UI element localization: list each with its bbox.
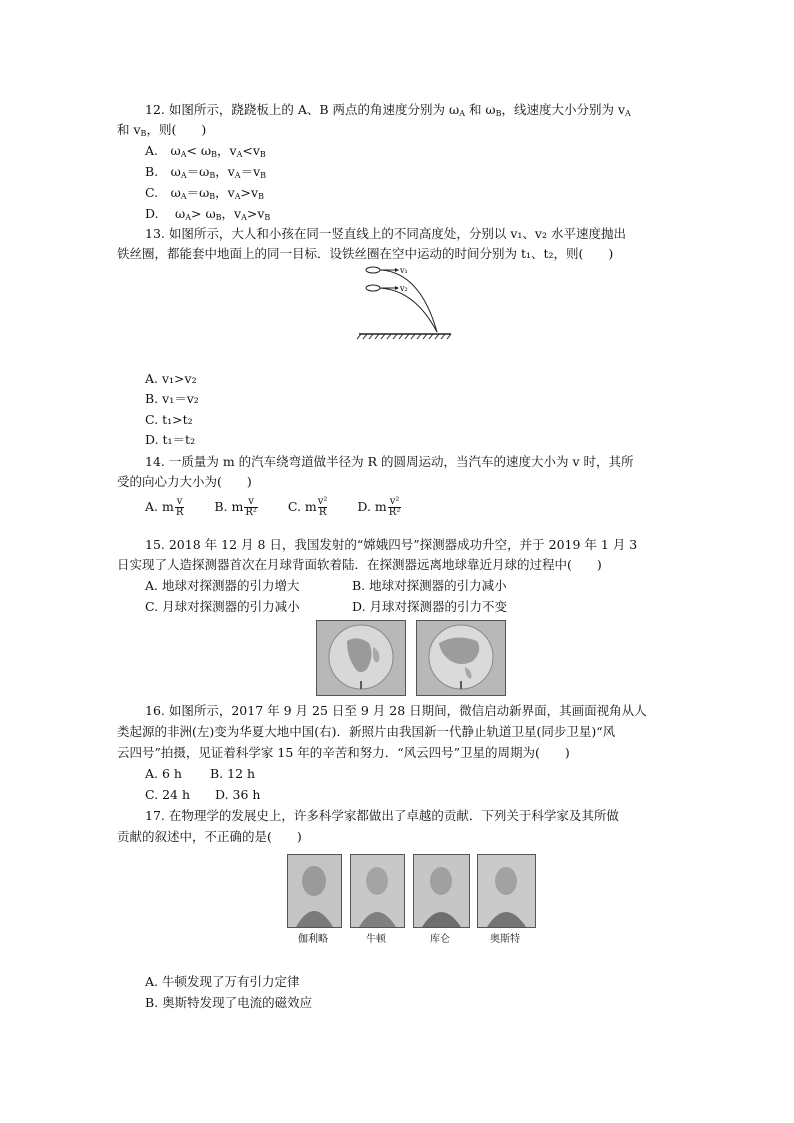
q14-options [145, 497, 401, 518]
q12-stem-line2: 和 $v_B$，则( ) [117, 122, 207, 138]
earth-africa-image [316, 620, 406, 696]
q13-stem-line1: 13. 如图所示，大人和小孩在同一竖直线上的不同高度处，分别以 v₁、v₂ 水平速度抛出 [145, 226, 626, 241]
earth-china-image [416, 620, 506, 696]
q12-option-c: C. $\omega_A=\omega_B$，$v_A>v_B$ [145, 185, 264, 201]
portrait-coulomb [413, 854, 470, 928]
q16-option-b: B. 12 h [210, 766, 256, 781]
q12-option-a: A. $\omega_A< \omega_B$，$v_A<v_B$ [145, 143, 266, 159]
q14-option-c: C. m $\frac{\text{v²}}{R}$ [287, 496, 328, 518]
q13-option-a: A. v₁>v₂ [145, 371, 197, 386]
q15-option-c: C. 月球对探测器的引力减小 [145, 599, 300, 614]
q15-stem-line1: 15. 2018 年 12 月 8 日，我国发射的“嫦娥四号”探测器成功升空，并于 2019 年 1 月 3 [145, 537, 638, 552]
portrait-galileo [287, 854, 342, 928]
q16-stem-line1: 16. 如图所示，2017 年 9 月 25 日至 9 月 28 日期间，微信启动新界面，其画面视角从人 [145, 703, 647, 718]
q13-throw-figure [355, 262, 455, 344]
q17-option-b: B. 奥斯特发现了电流的磁效应 [145, 995, 313, 1010]
caption-coulomb: 库仑 [430, 934, 450, 945]
q14-option-d: D. m $\frac{\text{v²}}{\text{R²}}$ [357, 496, 401, 518]
q16-option-a: A. 6 h [145, 766, 182, 781]
q16-stem-line2: 类起源的非洲(左)变为华夏大地中国(右)．新照片由我国新一代静止轨道卫星(同步卫星)“风 [117, 724, 616, 739]
q17-option-a: A. 牛顿发现了万有引力定律 [145, 974, 300, 989]
q17-stem-line2: 贡献的叙述中，不正确的是( ) [117, 829, 302, 844]
q13-fig-v2: v₂ [400, 284, 408, 293]
portrait-oersted [477, 854, 536, 928]
q14-option-a: A. m $\frac{v}{R}$ [145, 496, 184, 518]
q14-stem-line1: 14. 一质量为 m 的汽车绕弯道做半径为 R 的圆周运动，当汽车的速度大小为 v 时，其所 [145, 454, 634, 469]
q15-stem-line2: 日实现了人造探测器首次在月球背面软着陆．在探测器远离地球靠近月球的过程中( ) [117, 557, 602, 572]
q13-option-b: B. v₁＝v₂ [145, 391, 199, 406]
q12-option-d: D. $\omega_A> \omega_B$，$v_A>v_B$ [145, 206, 271, 222]
caption-oersted: 奥斯特 [490, 934, 520, 945]
q12-option-b: B. $\omega_A=\omega_B$，$v_A=v_B$ [145, 164, 267, 180]
q15-option-d: D. 月球对探测器的引力不变 [352, 599, 508, 614]
q13-option-c: C. t₁>t₂ [145, 412, 193, 427]
portrait-newton [350, 854, 405, 928]
q14-option-b: B. m $\frac{v}{\text{R²}}$ [214, 496, 257, 518]
q13-fig-v1: v₁ [400, 266, 408, 275]
q17-stem-line1: 17. 在物理学的发展史上，许多科学家都做出了卓越的贡献．下列关于科学家及其所做 [145, 808, 619, 823]
q15-option-b: B. 地球对探测器的引力减小 [352, 578, 507, 593]
q12-stem-line1: 12. 如图所示，跷跷板上的 A、B 两点的角速度分别为 $\omega_A$ 和 $\omega_B$，线速度大小分别为 $v_A$ [145, 102, 631, 118]
q13-stem-line2: 铁丝圈，都能套中地面上的同一目标．设铁丝圈在空中运动的时间分别为 t₁、t₂，则( ) [117, 246, 614, 261]
q16-stem-line3: 云四号”拍摄，见证着科学家 15 年的辛苦和努力．“风云四号”卫星的周期为( ) [117, 745, 570, 760]
q16-option-d: D. 36 h [215, 787, 261, 802]
q15-option-a: A. 地球对探测器的引力增大 [145, 578, 300, 593]
q13-option-d: D. t₁＝t₂ [145, 432, 196, 447]
q14-stem-line2: 受的向心力大小为( ) [117, 474, 252, 489]
q16-option-c: C. 24 h [145, 787, 190, 802]
caption-newton: 牛顿 [366, 934, 386, 945]
caption-galileo: 伽利略 [298, 934, 328, 945]
